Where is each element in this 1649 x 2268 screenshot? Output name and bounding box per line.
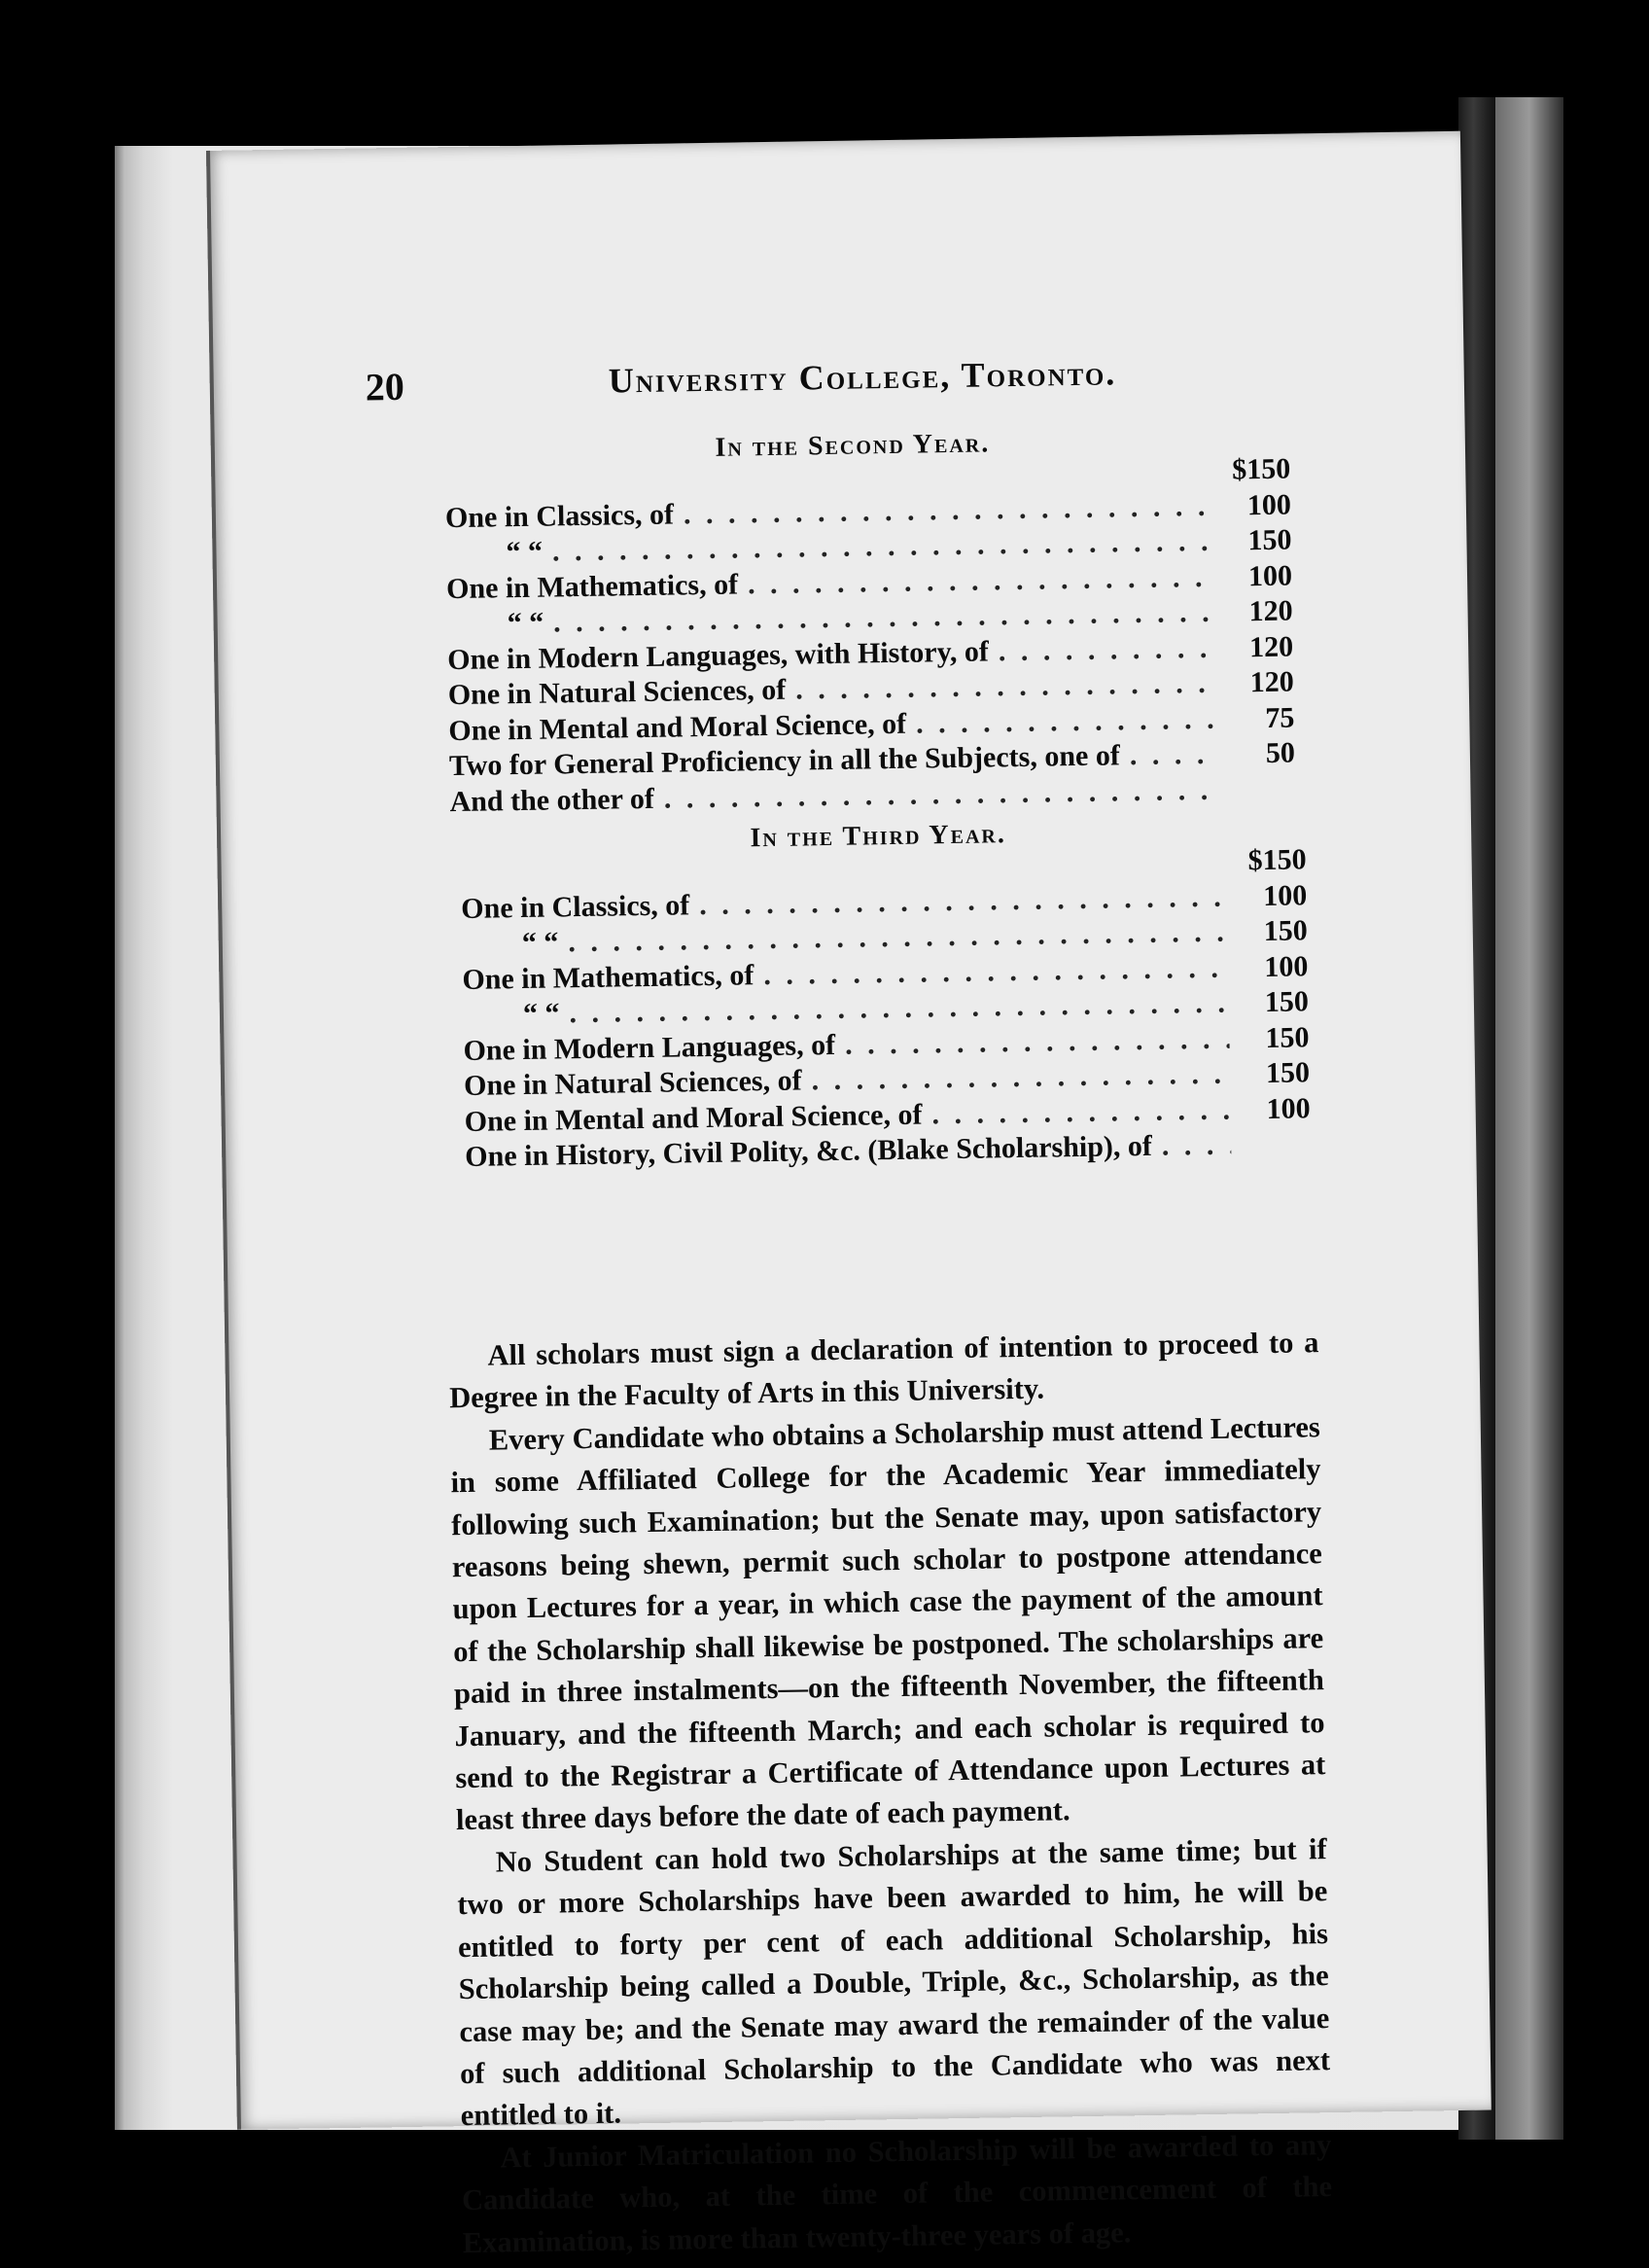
running-head — [365, 350, 1280, 423]
page-number: 20 — [365, 364, 405, 409]
dot-leader — [916, 702, 1215, 740]
dot-leader — [1130, 738, 1216, 772]
scholarship-label: “ “ — [521, 926, 559, 959]
scholarship-amount: 120 — [1248, 630, 1294, 663]
scholarship-label: And the other of — [449, 782, 655, 818]
dot-leader — [845, 1022, 1230, 1061]
scholarship-label: One in Natural Sciences, of — [463, 1064, 802, 1102]
scholarship-label: One in Natural Sciences, of — [447, 673, 787, 712]
scholarship-label: One in History, Civil Polity, &c. (Blake Scholarship), of — [465, 1129, 1153, 1173]
scholarship-amount: 120 — [1249, 665, 1294, 699]
dot-leader — [1162, 1129, 1232, 1163]
section-heading-third-year: In the Third Year. — [750, 819, 1007, 854]
section-heading-second-year: In the Second Year. — [715, 428, 991, 463]
dot-leader — [999, 631, 1214, 667]
dot-leader — [748, 560, 1213, 601]
spacer — [445, 479, 1221, 492]
body-paragraph: Every Candidate who obtains a Scholarship must attend Lectures in some Affiliated College for the Academic Year immediately following such Examination; but the Senate may, upon satisfactory reasons being shewn, permit such scholar to postpone attendance upon Lectures for a year, in which case the payment of the amount of the Scholarship shall likewise be postponed. The scholarships are paid in three instalments—on the fifteenth November, the fifteenth January, and the fifteenth March; and each scholar is required to send to the Registrar a Certificate of Attendance upon Lectures at least three days before the date of each payment. — [450, 1409, 1326, 1837]
running-title: University College, Toronto. — [608, 353, 1117, 401]
book-page — [206, 131, 1491, 2259]
scholarship-amount: 50 — [1265, 736, 1296, 769]
scholarship-amount: 120 — [1248, 594, 1293, 628]
scholarship-amount: 100 — [1247, 559, 1293, 592]
scholarship-amount: 150 — [1265, 1056, 1311, 1089]
dot-leader — [763, 951, 1229, 992]
scholarship-label: One in Classics, of — [444, 497, 675, 534]
scholarship-list-third-year — [460, 843, 1311, 1176]
book-gutter — [1495, 97, 1563, 2140]
dot-leader — [699, 880, 1227, 922]
scholarship-amount: 100 — [1262, 878, 1308, 912]
scholarship-amount: $150 — [1247, 843, 1307, 877]
scholarship-label: “ “ — [506, 535, 544, 569]
scholarship-label: Two for General Proficiency in all the Subjects, one of — [448, 739, 1121, 783]
scholarship-amount — [1241, 1152, 1311, 1153]
dot-leader — [811, 1058, 1230, 1098]
scholarship-amount: 150 — [1265, 1020, 1310, 1054]
scholarship-amount: 75 — [1265, 700, 1295, 734]
scholarship-amount: 100 — [1264, 949, 1309, 983]
scholarship-label: One in Mental and Moral Science, of — [464, 1098, 923, 1138]
body-paragraph: At Junior Matriculation no Scholarship will be awarded to any Candidate who, at the time of the commencement of the Examination, is more than twenty-three years of age. — [461, 2127, 1333, 2259]
scholarship-label: One in Modern Languages, of — [463, 1028, 836, 1067]
body-paragraph: All scholars must sign a declaration of intention to proceed to a Degree in the Faculty of Arts in this University. — [448, 1326, 1319, 1415]
scholarship-amount: 100 — [1266, 1091, 1311, 1125]
scholarship-label: One in Mental and Moral Science, of — [448, 707, 907, 747]
scholarship-label: One in Mathematics, of — [462, 958, 754, 996]
scholarship-amount: 100 — [1246, 488, 1292, 521]
scholarship-list-second-year — [444, 453, 1296, 822]
scholarship-label: One in Modern Languages, with History, of — [446, 634, 990, 676]
scholarship-label: “ “ — [507, 606, 544, 640]
scholarship-amount — [1226, 797, 1296, 798]
scholarship-amount: 150 — [1247, 523, 1292, 557]
body-paragraph: No Student can hold two Scholarships at the same time; but if two or more Scholarships have been awarded to him, he will be entitled to forty per cent of each additional Scholarship, his Scholarship being called a Double, Triple, &c., Scholarship, as the case may be; and the Senate may award the remainder of the value of such additional Scholarship to the Candidate who was next entitled to it. — [457, 1831, 1331, 2133]
dot-leader — [684, 489, 1211, 531]
scholarship-label: “ “ — [522, 997, 560, 1030]
scholarship-amount: 150 — [1263, 914, 1308, 948]
body-text — [448, 1322, 1333, 2264]
dot-leader — [931, 1093, 1231, 1131]
scholarship-label: One in Mathematics, of — [445, 567, 739, 605]
spacer — [461, 869, 1237, 882]
scholarship-amount: $150 — [1232, 452, 1291, 486]
dot-leader — [795, 667, 1214, 707]
scholarship-amount: 150 — [1264, 985, 1310, 1019]
scholarship-label: One in Classics, of — [461, 888, 690, 925]
